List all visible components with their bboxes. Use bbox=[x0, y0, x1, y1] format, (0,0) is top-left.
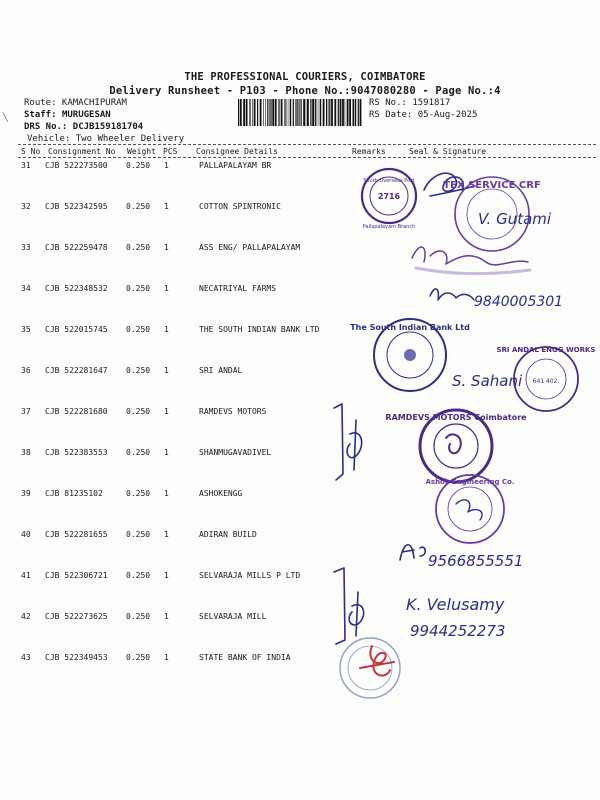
pieces-count: 1 bbox=[164, 243, 169, 252]
barcode bbox=[238, 99, 364, 126]
consignee-name: ASHOKENGG bbox=[199, 489, 243, 498]
row-sno: 33 bbox=[21, 243, 31, 252]
row-sno: 36 bbox=[21, 366, 31, 375]
row-sno: 38 bbox=[21, 448, 31, 457]
post-stamp-bottom-text: Pallapalayam Branch bbox=[362, 224, 416, 230]
pieces-count: 1 bbox=[164, 161, 169, 170]
pieces-count: 1 bbox=[164, 366, 169, 375]
row-sno: 42 bbox=[21, 612, 31, 621]
table-row bbox=[0, 161, 600, 202]
pieces-count: 1 bbox=[164, 612, 169, 621]
col-pcs: PCS bbox=[163, 147, 178, 156]
table-row bbox=[0, 284, 600, 325]
consignee-name: SRI ANDAL bbox=[199, 366, 243, 375]
pieces-count: 1 bbox=[164, 325, 169, 334]
weight-value: 0.250 bbox=[126, 571, 151, 580]
staff-value: MURUGESAN bbox=[61, 110, 111, 120]
table-row bbox=[0, 653, 600, 694]
consignment-number: CJB 522349453 bbox=[45, 653, 108, 662]
consignee-name: COTTON SPINTRONIC bbox=[199, 202, 281, 211]
signature-42: K. Velusamy bbox=[406, 595, 505, 614]
phone-40: 9566855551 bbox=[428, 552, 524, 570]
phone-42: 9944252273 bbox=[410, 622, 506, 640]
phone-34: 9840005301 bbox=[474, 294, 564, 310]
row-sno: 43 bbox=[21, 653, 31, 662]
pieces-count: 1 bbox=[164, 489, 169, 498]
drs-label: DRS No.: bbox=[24, 122, 68, 132]
post-stamp-top-text: South Overseas Post bbox=[363, 178, 415, 184]
col-consignment: Consignment No bbox=[48, 147, 116, 156]
ramdevs-stamp-text: RAMDEVS MOTORS Coimbatore bbox=[385, 413, 527, 422]
table-row bbox=[0, 489, 600, 530]
drs-line bbox=[24, 122, 143, 133]
consignee-name: SELVARAJA MILL bbox=[199, 612, 267, 621]
rs-number: RS No.: 1591817 bbox=[369, 98, 451, 108]
consignee-name: STATE BANK OF INDIA bbox=[199, 653, 291, 662]
pieces-count: 1 bbox=[164, 284, 169, 293]
sri-andal-stamp-code: 641 402. bbox=[532, 378, 560, 385]
tex-stamp-text: TEX SERVICE CRF bbox=[443, 180, 541, 191]
sri-andal-stamp-text: SRI ANDAL ENGG WORKS bbox=[496, 346, 596, 354]
row-sno: 34 bbox=[21, 284, 31, 293]
staff-label: Staff: bbox=[24, 110, 57, 120]
runsheet-title: Delivery Runsheet - P103 - Phone No.:9047080280 - Page No.:4 bbox=[109, 85, 501, 97]
table-row bbox=[0, 612, 600, 653]
weight-value: 0.250 bbox=[126, 366, 151, 375]
consignment-number: CJB 522015745 bbox=[45, 325, 108, 334]
ashok-stamp-text: Ashok Engineering Co. bbox=[425, 478, 515, 486]
company-title: THE PROFESSIONAL COURIERS, COIMBATORE bbox=[184, 71, 426, 83]
col-consignee: Consignee Details bbox=[196, 147, 278, 156]
consignee-name: NECATRIYAL FARMS bbox=[199, 284, 277, 293]
consignment-number: CJB 522259478 bbox=[45, 243, 108, 252]
pieces-count: 1 bbox=[164, 653, 169, 662]
post-stamp-code: 2716 bbox=[377, 192, 401, 201]
consignment-number: CJB 522348532 bbox=[45, 284, 108, 293]
consignee-name: ASS ENG/ PALLAPALAYAM bbox=[199, 243, 301, 252]
table-row bbox=[0, 530, 600, 571]
row-sno: 40 bbox=[21, 530, 31, 539]
col-weight: Weight bbox=[127, 147, 156, 156]
weight-value: 0.250 bbox=[126, 243, 151, 252]
weight-value: 0.250 bbox=[126, 202, 151, 211]
consignment-number: CJB 522281680 bbox=[45, 407, 108, 416]
table-row bbox=[0, 571, 600, 612]
weight-value: 0.250 bbox=[126, 284, 151, 293]
signature-36: S. Sahani bbox=[452, 372, 523, 390]
table-row bbox=[0, 243, 600, 284]
table-row bbox=[0, 407, 600, 448]
route-label: Route: KAMACHIPURAM bbox=[24, 98, 127, 108]
pieces-count: 1 bbox=[164, 448, 169, 457]
pieces-count: 1 bbox=[164, 407, 169, 416]
signature-32: V. Gutami bbox=[478, 210, 552, 228]
vehicle-label: Vehicle: Two Wheeler Delivery bbox=[27, 134, 185, 144]
row-sno: 41 bbox=[21, 571, 31, 580]
consignee-name: ADIRAN BUILD bbox=[199, 530, 257, 539]
pieces-count: 1 bbox=[164, 530, 169, 539]
row-sno: 39 bbox=[21, 489, 31, 498]
consignment-number: CJB 81235102 bbox=[45, 489, 103, 498]
weight-value: 0.250 bbox=[126, 530, 151, 539]
staff-line bbox=[24, 110, 111, 121]
consignment-number: CJB 522273500 bbox=[45, 161, 108, 170]
drs-value: DCJB159181704 bbox=[72, 122, 144, 132]
table-row bbox=[0, 202, 600, 243]
header-rule-bottom bbox=[18, 157, 596, 158]
col-sno: S No bbox=[21, 147, 41, 156]
consignee-name: SELVARAJA MILLS P LTD bbox=[199, 571, 301, 580]
weight-value: 0.250 bbox=[126, 612, 151, 621]
row-sno: 35 bbox=[21, 325, 31, 334]
table-row bbox=[0, 325, 600, 366]
consignee-name: THE SOUTH INDIAN BANK LTD bbox=[199, 325, 320, 334]
consignment-number: CJB 522383553 bbox=[45, 448, 108, 457]
weight-value: 0.250 bbox=[126, 448, 151, 457]
col-seal-signature: Seal & Signature bbox=[409, 147, 487, 156]
consignment-number: CJB 522281647 bbox=[45, 366, 108, 375]
row-sno: 32 bbox=[21, 202, 31, 211]
row-sno: 37 bbox=[21, 407, 31, 416]
consignment-number: CJB 522342595 bbox=[45, 202, 108, 211]
consignment-number: CJB 522306721 bbox=[45, 571, 108, 580]
weight-value: 0.250 bbox=[126, 489, 151, 498]
rs-date: RS Date: 05-Aug-2025 bbox=[369, 110, 478, 120]
consignee-name: RAMDEVS MOTORS bbox=[199, 407, 267, 416]
weight-value: 0.250 bbox=[126, 653, 151, 662]
consignee-name: PALLAPALAYAM BR bbox=[199, 161, 272, 170]
margin-mark: ╲ bbox=[3, 113, 8, 122]
consignment-number: CJB 522273625 bbox=[45, 612, 108, 621]
table-row bbox=[0, 448, 600, 489]
col-remarks: Remarks bbox=[352, 147, 386, 156]
row-sno: 31 bbox=[21, 161, 31, 170]
weight-value: 0.250 bbox=[126, 407, 151, 416]
bank-stamp-text: The South Indian Bank Ltd bbox=[350, 323, 470, 332]
consignee-name: SHANMUGAVADIVEL bbox=[199, 448, 272, 457]
weight-value: 0.250 bbox=[126, 325, 151, 334]
pieces-count: 1 bbox=[164, 202, 169, 211]
pieces-count: 1 bbox=[164, 571, 169, 580]
header-rule-top bbox=[18, 144, 596, 145]
weight-value: 0.250 bbox=[126, 161, 151, 170]
table-row bbox=[0, 366, 600, 407]
consignment-number: CJB 522281655 bbox=[45, 530, 108, 539]
